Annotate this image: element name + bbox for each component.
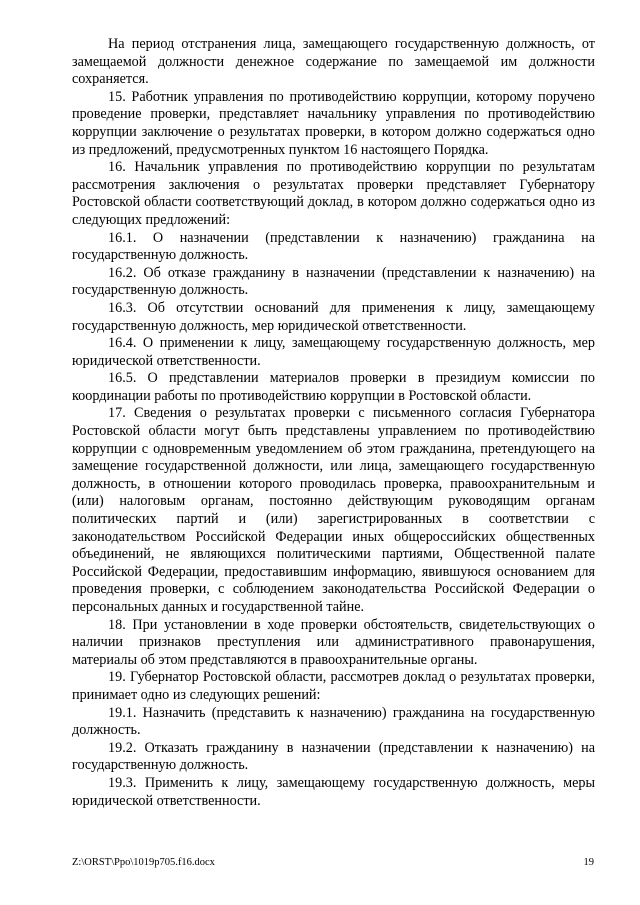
paragraph-16-3: 16.3. Об отсутствии оснований для применения к лицу, замещающему государственную должность, мер юридической ответственности.	[72, 299, 595, 334]
paragraph-16: 16. Начальник управления по противодействию коррупции по результатам рассмотрения заключения о результатах проверки представляет Губернатору Ростовской области соответствующий доклад, в котором должно содержаться одно из следующих предложений:	[72, 159, 595, 228]
paragraph-suspension-salary: На период отстранения лица, замещающего государственную должность, от замещаемой должности денежное содержание по замещаемой им должности сохраняется.	[72, 36, 595, 88]
paragraph-16-2: 16.2. Об отказе гражданину в назначении (представлении к назначению) на государственную должность.	[72, 264, 595, 299]
footer-file-path: Z:\ORST\Ppo\1019p705.f16.docx	[72, 857, 215, 868]
paragraph-17: 17. Сведения о результатах проверки с письменного согласия Губернатора Ростовской области могут быть представлены управлением по противодействию коррупции с одновременным уведомлением об этом гражданина, претендующего на замещение государственной должности, или лица, замещающего государственную должность, в отношении которого проводилась проверка, правоохранительным и (или) налоговым органам, постоянно действующим руководящим органам политических партий и (или) зарегистрированных в соответствии с законодательством Российской Федерации иных общероссийских общественных объединений, не являющихся политическими партиями, Общественной палате Российской Федерации, предоставившим информацию, явившуюся основанием для проведения проверки, с соблюдением законодательства Российской Федерации о персональных данных и государственной тайне.	[72, 405, 595, 615]
paragraph-19: 19. Губернатор Ростовской области, рассмотрев доклад о результатах проверки, принимает одно из следующих решений:	[72, 669, 595, 703]
page-number: 19	[583, 857, 594, 868]
paragraph-19-1: 19.1. Назначить (представить к назначению) гражданина на государственную должность.	[72, 704, 595, 739]
paragraph-18: 18. При установлении в ходе проверки обстоятельств, свидетельствующих о наличии признаков преступления или административного правонарушения, материалы об этом представляются в правоохранительные органы.	[72, 616, 595, 668]
document-body	[72, 36, 595, 810]
paragraph-16-4: 16.4. О применении к лицу, замещающему государственную должность, мер юридической ответственности.	[72, 335, 595, 369]
paragraph-19-2: 19.2. Отказать гражданину в назначении (представлении к назначению) на государственную должность.	[72, 739, 595, 774]
paragraph-16-1: 16.1. О назначении (представлении к назначению) гражданина на государственную должность.	[72, 229, 595, 264]
paragraph-15: 15. Работник управления по противодействию коррупции, которому поручено проведение проверки, представляет начальнику управления по противодействию коррупции заключение о результатах проверки, в котором должно содержаться одно из предложений, предусмотренных пунктом 16 настоящего Порядка.	[72, 88, 595, 158]
paragraph-19-3: 19.3. Применить к лицу, замещающему государственную должность, меры юридической ответственности.	[72, 774, 595, 809]
paragraph-16-5: 16.5. О представлении материалов проверки в президиум комиссии по координации работы по противодействию коррупции в Ростовской области.	[72, 370, 595, 404]
